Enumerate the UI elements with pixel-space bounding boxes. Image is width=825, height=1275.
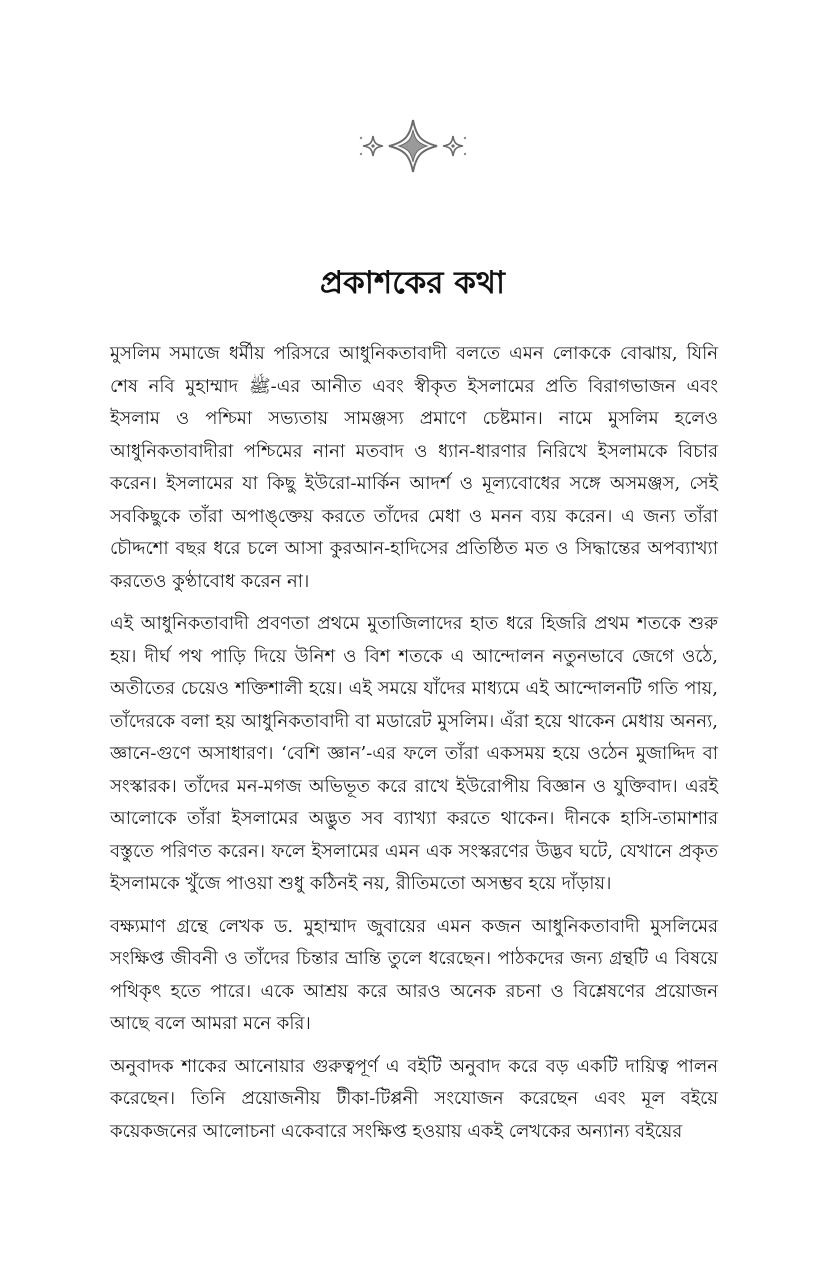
- accent-dot-3: [360, 153, 362, 155]
- accent-dot-1: [360, 137, 362, 139]
- center-star-inner: [399, 130, 427, 162]
- star-ornament-icon: [357, 118, 469, 174]
- accent-dot-2: [464, 137, 466, 139]
- paragraph-4: অনুবাদক শাকের আনোয়ার গুরুত্বপূর্ণ এ বইটি অনুবাদ করে বড় একটি দায়িত্ব পালন করেছেন। তিনি প্রয়োজনীয় টীকা-টিপ্পনী সংযোজন করেছেন এবং মূল বইয়ে কয়েকজনের আলোচনা একেবারে সংক্ষিপ্ত হওয়ায় একই লেখকের অন্যান্য বইয়ের: [110, 1055, 718, 1142]
- paragraph-1: মুসলিম সমাজে ধর্মীয় পরিসরে আধুনিকতাবাদী বলতে এমন লোককে বোঝায়, যিনি শেষ নবি মুহাম্মাদ ﷺ-এর আনীত এবং স্বীকৃত ইসলামের প্রতি বিরাগভাজন এবং ইসলাম ও পশ্চিমা সভ্যতায় সামঞ্জস্য প্রমাণে চেষ্টমান। নামে মুসলিম হলেও আধুনিকতাবাদীরা পশ্চিমের নানা মতবাদ ও ধ্যান-ধারণার নিরিখে ইসলামকে বিচার করেন। ইসলামের যা কিছু ইউরো-মার্কিন আদর্শ ও মূল্যবোধের সঙ্গে অসমঞ্জস, সেই সবকিছুকে তাঁরা অপাঙ্‌ক্তেয় করতে তাঁদের মেধা ও মনন ব্যয় করেন। এ জন্য তাঁরা চৌদ্দশো বছর ধরে চলে আসা কুরআন-হাদিসের প্রতিষ্ঠিত মত ও সিদ্ধান্তের অপব্যাখ্যা করতেও কুণ্ঠাবোধ করেন না।: [110, 343, 718, 592]
- body-text: [110, 338, 718, 1158]
- paragraph-2: এই আধুনিকতাবাদী প্রবণতা প্রথমে মুতাজিলাদের হাত ধরে হিজরি প্রথম শতকে শুরু হয়। দীর্ঘ পথ পাড়ি দিয়ে উনিশ ও বিশ শতকে এ আন্দোলন নতুনভাবে জেগে ওঠে, অতীতের চেয়েও শক্তিশালী হয়ে। এই সময়ে যাঁদের মাধ্যমে এই আন্দোলনটি গতি পায়, তাঁদেরকে বলা হয় আধুনিকতাবাদী বা মডারেট মুসলিম। এঁরা হয়ে থাকেন মেধায় অনন্য, জ্ঞানে-গুণে অসাধারণ। ‘বেশি জ্ঞান’-এর ফলে তাঁরা একসময় হয়ে ওঠেন মুজাদ্দিদ বা সংস্কারক। তাঁদের মন-মগজ অভিভূত করে রাখে ইউরোপীয় বিজ্ঞান ও যুক্তিবাদ। এরই আলোকে তাঁরা ইসলামের অদ্ভুত সব ব্যাখ্যা করতে থাকেন। দীনকে হাসি-তামাশার বস্তুতে পরিণত করেন। ফলে ইসলামের এমন এক সংস্করণের উদ্ভব ঘটে, যেখানে প্রকৃত ইসলামকে খুঁজে পাওয়া শুধু কঠিনই নয়, রীতিমতো অসম্ভব হয়ে দাঁড়ায়।: [110, 613, 718, 894]
- left-star-dot: [371, 144, 374, 147]
- accent-dot-4: [464, 153, 466, 155]
- page-title: প্রকাশকের কথা: [320, 265, 505, 301]
- right-star-dot: [451, 144, 454, 147]
- paragraph-3: বক্ষ্যমাণ গ্রন্থে লেখক ড. মুহাম্মাদ জুবায়ের এমন কজন আধুনিকতাবাদী মুসলিমের সংক্ষিপ্ত জীবনী ও তাঁদের চিন্তার ভ্রান্তি তুলে ধরেছেন। পাঠকদের জন্য গ্রন্থটি এ বিষয়ে পথিকৃৎ হতে পারে। একে আশ্রয় করে আরও অনেক রচনা ও বিশ্লেষণের প্রয়োজন আছে বলে আমরা মনে করি।: [110, 915, 718, 1034]
